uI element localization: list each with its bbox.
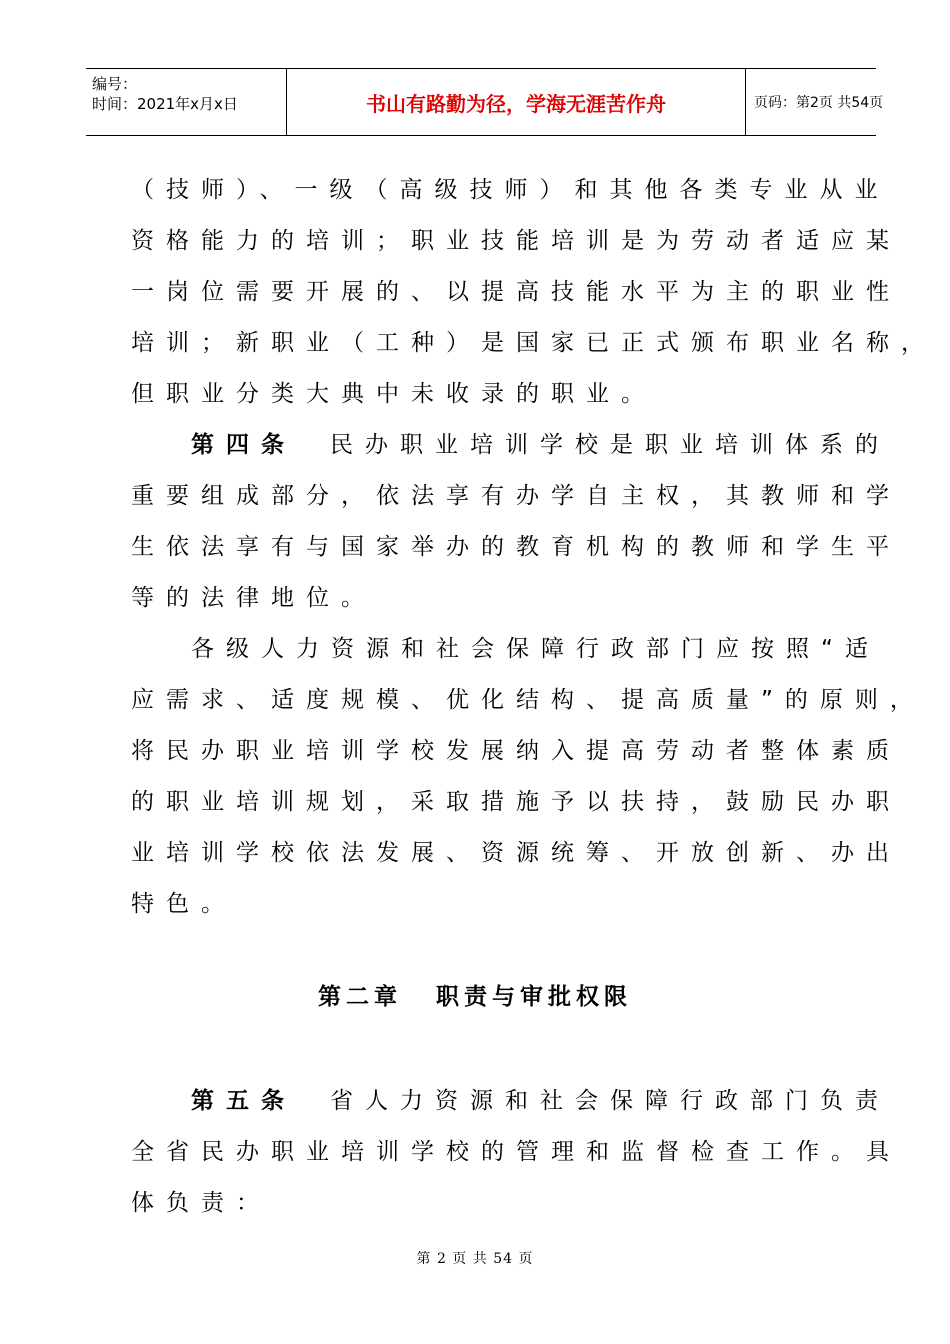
document-body <box>131 165 936 930</box>
header-motto-cell <box>286 69 746 135</box>
body-line: 培训；新职业（工种）是国家已正式颁布职业名称， <box>131 330 936 356</box>
article-5-first-line <box>131 1076 890 1127</box>
article-5-text: 省人力资源和社会保障行政部门负责 <box>330 1088 890 1114</box>
body-line: 但职业分类大典中未收录的职业。 <box>131 381 656 407</box>
paragraph-2-line: 特色。 <box>131 891 236 917</box>
article-4-title: 第四条 <box>191 432 296 458</box>
chapter-number: 第二章 <box>318 984 402 1010</box>
time-label: 时间：2021年x月x日 <box>92 95 238 113</box>
chapter-title: 职责与审批权限 <box>436 984 632 1010</box>
article-4-text: 民办职业培训学校是职业培训体系的 <box>330 432 890 458</box>
article-4-line: 生依法享有与国家举办的教育机构的教师和学生平 <box>131 534 901 560</box>
body-line: （技师）、一级（高级技师）和其他各类专业从业 <box>131 177 890 203</box>
article-4-first-line <box>131 420 890 471</box>
article-4-line: 重要组成部分，依法享有办学自主权，其教师和学 <box>131 483 901 509</box>
chapter-heading <box>0 978 950 1011</box>
page-header <box>86 68 884 136</box>
header-meta-cell <box>86 69 286 135</box>
article-4-line: 等的法律地位。 <box>131 585 376 611</box>
paragraph-2-line: 业培训学校依法发展、资源统筹、开放创新、办出 <box>131 840 901 866</box>
paragraph-2-first-line: 各级人力资源和社会保障行政部门应按照“适 <box>191 636 880 662</box>
article-5-line: 全省民办职业培训学校的管理和监督检查工作。具 <box>131 1139 901 1165</box>
paragraph-2-line: 将民办职业培训学校发展纳入提高劳动者整体素质 <box>131 738 901 764</box>
number-label: 编号： <box>92 75 138 93</box>
article-5-line: 体负责： <box>131 1190 271 1216</box>
paragraph-2-line: 的职业培训规划，采取措施予以扶持，鼓励民办职 <box>131 789 901 815</box>
body-line: 资格能力的培训；职业技能培训是为劳动者适应某 <box>131 228 901 254</box>
motto-text: 书山有路勤为径，学海无涯苦作舟 <box>366 91 666 116</box>
header-page-info: 页码：第2页 共54页 <box>754 95 884 111</box>
page-footer: 第 2 页 共 54 页 <box>416 1251 534 1267</box>
header-page-cell <box>746 69 884 135</box>
article-5-section <box>131 1076 901 1229</box>
body-line: 一岗位需要开展的、以提高技能水平为主的职业性 <box>131 279 901 305</box>
article-5-title: 第五条 <box>191 1088 296 1114</box>
paragraph-2-line: 应需求、适度规模、优化结构、提高质量”的原则， <box>131 687 925 713</box>
